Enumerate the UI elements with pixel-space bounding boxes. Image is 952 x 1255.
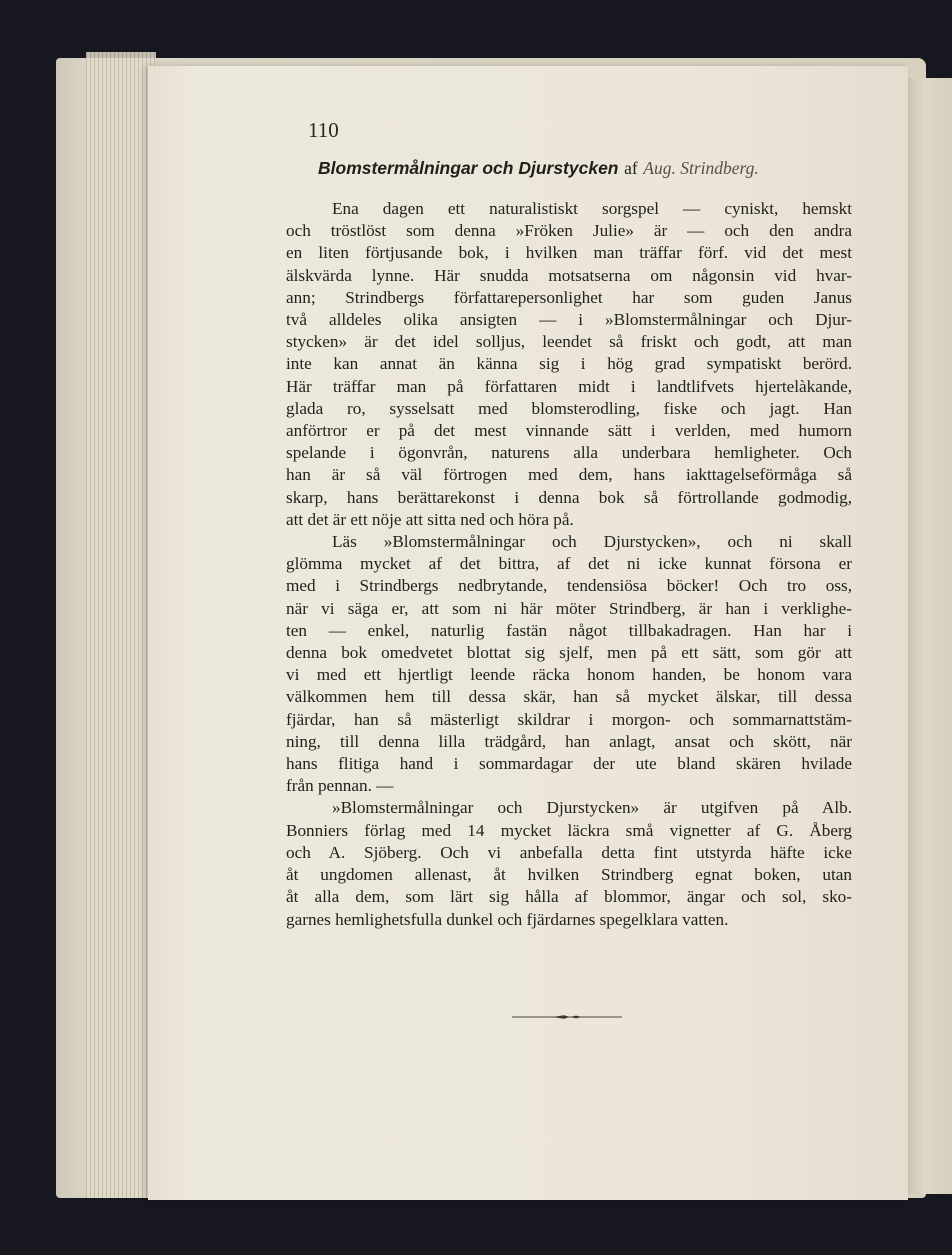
text-line: »Blomstermålningar och Djurstycken» är utgifven på Alb. bbox=[332, 798, 852, 818]
text-line: han är så väl förtrogen med dem, hans iakttagelseförmåga så bbox=[286, 465, 852, 485]
paragraph bbox=[286, 531, 852, 797]
text-line: och A. Sjöberg. Och vi anbefalla detta fint utstyrda häfte icke bbox=[286, 842, 852, 862]
text-line: med i Strindbergs nedbrytande, tendensiösa böcker! Och tro oss, bbox=[286, 576, 852, 596]
text-line: älskvärda lynne. Här snudda motsatserna om någonsin vid hvar- bbox=[286, 265, 852, 285]
text-line: hans flitiga hand i sommardagar der ute bland skären hvilade bbox=[286, 754, 852, 774]
body-text bbox=[286, 198, 852, 931]
text-line: vi med ett hjertligt leende räcka honom handen, be honom vara bbox=[286, 665, 852, 685]
text-line: ann; Strindbergs författarepersonlighet har som guden Janus bbox=[286, 287, 852, 307]
text-line: denna bok omedvetet blottat sig sjelf, men på ett sätt, som gör att bbox=[286, 643, 852, 663]
text-line: ning, till denna lilla trädgård, han anlagt, ansat och skött, när bbox=[286, 731, 852, 751]
title-main: Blomstermålningar och Djurstycken bbox=[318, 158, 619, 178]
text-line: garnes hemlighetsfulla dunkel och fjärdarnes spegelklara vatten. bbox=[286, 909, 729, 929]
ornament-rule-icon bbox=[512, 1014, 622, 1020]
facing-page-edge bbox=[906, 78, 952, 1194]
paragraph bbox=[286, 797, 852, 930]
text-line: Bonniers förlag med 14 mycket läckra små vignetter af G. Åberg bbox=[286, 820, 852, 840]
article-title bbox=[318, 158, 858, 179]
page-number: 110 bbox=[308, 118, 339, 142]
page-edges bbox=[86, 52, 156, 1198]
text-line: ten — enkel, naturlig fastän något tillbakadragen. Han har i bbox=[286, 620, 852, 640]
text-line: två alldeles olika ansigten — i »Blomstermålningar och Djur- bbox=[286, 310, 852, 330]
text-line: Läs »Blomstermålningar och Djurstycken», och ni skall bbox=[332, 532, 852, 552]
text-line: från pennan. — bbox=[286, 776, 394, 796]
text-line: välkommen hem till dessa skär, han så mycket älskar, till dessa bbox=[286, 687, 852, 707]
text-line: att det är ett nöje att sitta ned och höra på. bbox=[286, 509, 574, 529]
text-line: stycken» är det idel solljus, leendet så friskt och godt, att man bbox=[286, 332, 852, 352]
text-line: och tröstlöst som denna »Fröken Julie» är — och den andra bbox=[286, 221, 852, 241]
text-line: skarp, hans berättarekonst i denna bok så förtrollande godmodig, bbox=[286, 487, 852, 507]
text-line: spelande i ögonvrån, naturens alla underbara hemligheter. Och bbox=[286, 443, 852, 463]
title-af: af bbox=[624, 158, 638, 178]
title-author: Aug. Strindberg. bbox=[643, 158, 759, 178]
text-line: när vi säga er, att som ni här möter Strindberg, är han i verklighe- bbox=[286, 598, 852, 618]
text-line: glada ro, sysselsatt med blomsterodling, fiske och jagt. Han bbox=[286, 398, 852, 418]
text-line: åt ungdomen allenast, åt hvilken Strindberg egnat boken, utan bbox=[286, 865, 852, 885]
text-line: fjärdar, han så mästerligt skildrar i morgon- och sommarnattstäm- bbox=[286, 709, 852, 729]
text-line: åt alla dem, som lärt sig hålla af blommor, ängar och sol, sko- bbox=[286, 887, 852, 907]
text-line: glömma mycket af det bittra, af det ni icke kunnat försona er bbox=[286, 554, 852, 574]
text-line: Här träffar man på författaren midt i landtlifvets hjertelàkande, bbox=[286, 376, 852, 396]
text-line: Ena dagen ett naturalistiskt sorgspel — cyniskt, hemskt bbox=[332, 199, 852, 218]
paragraph bbox=[286, 198, 852, 531]
text-line: anförtror er på det mest vinnande sätt i verlden, med humorn bbox=[286, 421, 852, 441]
text-line: inte kan annat än känna sig i hög grad sympatiskt berörd. bbox=[286, 354, 852, 374]
text-line: en liten förtjusande bok, i hvilken man träffar förf. vid det mest bbox=[286, 243, 852, 263]
